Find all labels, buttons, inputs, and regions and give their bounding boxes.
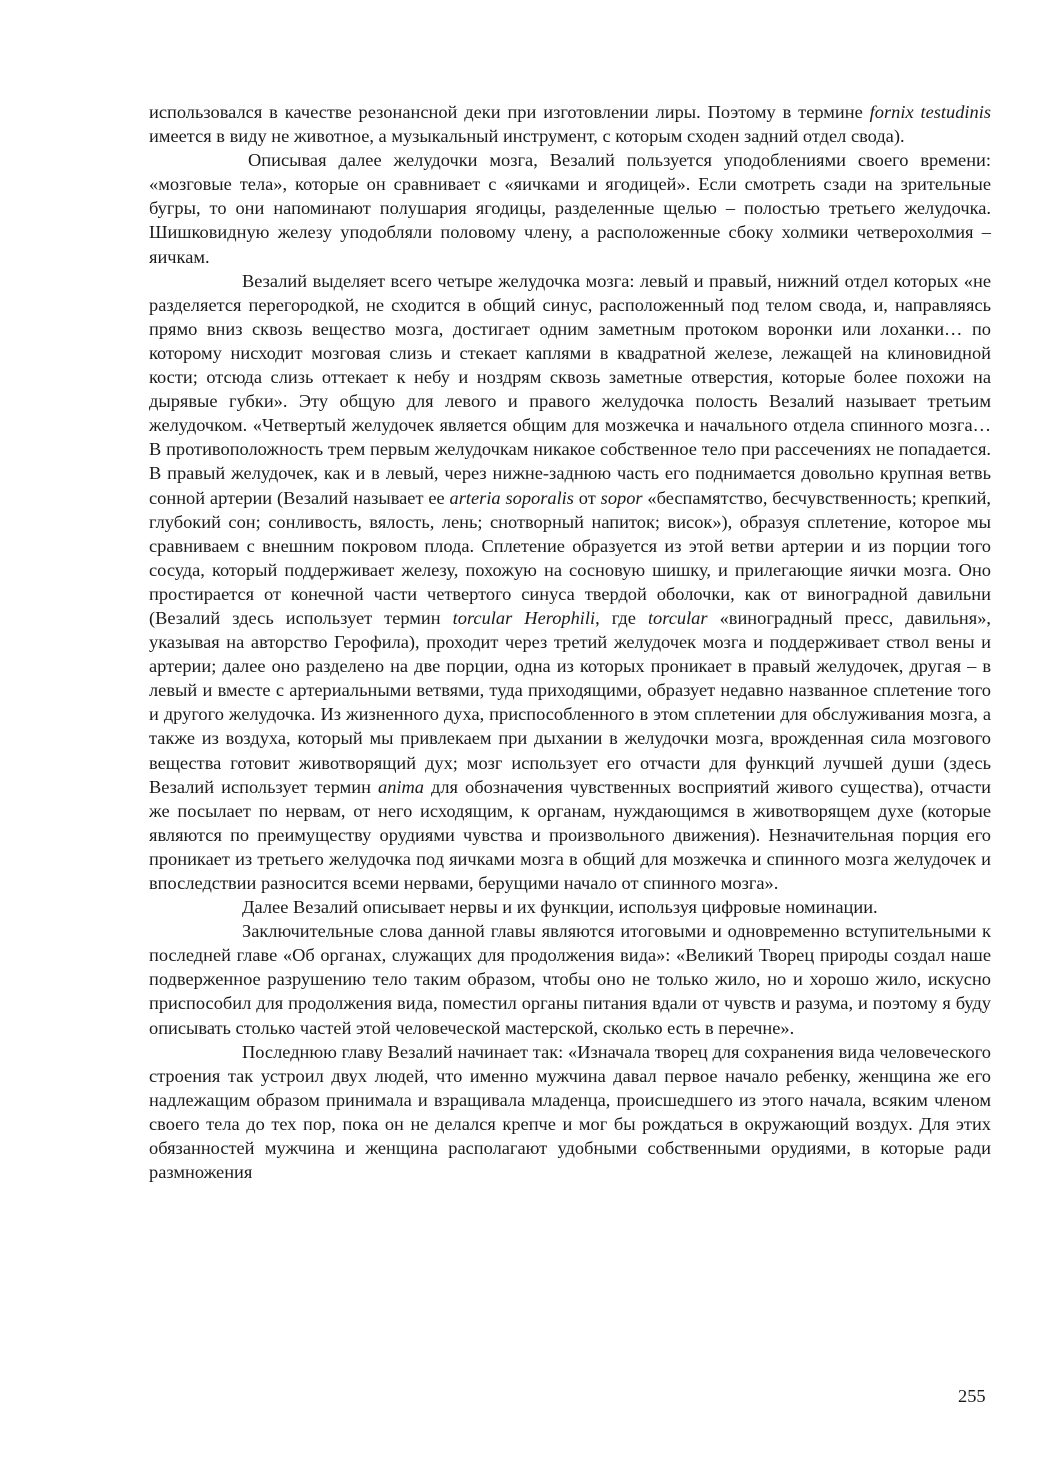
text-run: Далее Везалий описывает нервы и их функции, используя цифровые номинации. bbox=[242, 897, 878, 918]
italic-term: anima bbox=[378, 776, 424, 797]
text-run: Везалий выделяет всего четыре желудочка мозга: левый и правый, нижний отдел которых «не разделяется перегородкой, не сходится в общий синус, расположенный под телом свода, и, направляясь прямо вниз сквозь вещество мозга, достигает одним заметным протоком воронки или лоханки… по которому нисходит мозговая слизь и стекает каплями в квадратной железе, лежащей на клиновидной кости; отсюда слизь оттекает к небу и ноздрям сквозь заметные отверстия, которые более похожи на дырявые губки». Эту общую для левого и правого желудочка полость Везалий называет третьим желудочком. «Четвертый желудочек является общим для мозжечка и начального отдела спинного мозга… В противоположность трем первым желудочкам никакое собственное тело при рассечениях не попадается. В правый желудочек, как и в левый, через нижне-заднюю часть его поднимается довольно крупная ветвь сонной артерии (Везалий называет ее bbox=[149, 270, 991, 508]
text-run: , где bbox=[595, 607, 648, 628]
text-run: Описывая далее желудочки мозга, Везалий пользуется уподоблениями своего времени: «мозговые тела», которые он сравнивает с «яичками и ягодицей». Если смотреть сзади на зрительные бугры, то они напоминают полушария ягодицы, разделенные щелью – полостью третьего желудочка. Шишковидную железу уподобляли половому члену, а расположенные сбоку холмики четверохолмия – яичкам. bbox=[149, 150, 991, 267]
italic-term: fornix testudinis bbox=[869, 102, 991, 122]
body-text bbox=[149, 100, 991, 1184]
paragraph-ventricles-similes bbox=[149, 148, 991, 268]
paragraph-continuation bbox=[149, 100, 991, 148]
text-run: имеется в виду не животное, а музыкальный инструмент, с которым сходен задний отдел свода). bbox=[149, 126, 905, 147]
paragraph-nerves bbox=[149, 895, 991, 919]
text-run: использовался в качестве резонансной деки при изготовлении лиры. Поэтому в термине bbox=[149, 102, 870, 122]
page-number: 255 bbox=[958, 1386, 986, 1406]
text-run: «виноградный пресс, давильня», указывая на авторство Герофила), проходит через третий желудочек мозга и поддерживает ствол вены и артерии; далее оно разделено на две порции, одна из которых проникает в правый желудочек, другая – в левый и вместе с артериальными ветвями, туда приходящими, образует недавно названное сплетение того и другого желудочка. Из жизненного духа, приспособленного в этом сплетении для обслуживания мозга, а также из воздуха, который мы привлекаем при дыхании в желудочки мозга, врожденная сила мозгового вещества готовит животворящий дух; мозг использует его отчасти для функций лучшей души (здесь Везалий использует термин bbox=[149, 607, 991, 797]
text-run: от bbox=[573, 487, 601, 508]
text-run: Последнюю главу Везалий начинает так: «Изначала творец для сохранения вида человеческого строения так устроил двух людей, что именно мужчина давал первое начало ребенку, женщина же его надлежащим образом принимала и взращивала младенца, происшедшего из этого начала, всяким членом своего тела до тех пор, пока он не делался крепче и мог бы рождаться в окружающий воздух. Для этих обязанностей мужчина и женщина располагают удобными собственными орудиями, в которые ради размножения bbox=[149, 1041, 991, 1183]
text-run: Заключительные слова данной главы являются итоговыми и одновременно вступительными к последней главе «Об органах, служащих для продолжения вида»: «Великий Творец природы создал наше подверженное разрушению тело таким образом, чтобы оно не только жило, но и хорошо жило, искусно приспособил для продолжения вида, поместил органы питания вдали от чувств и разума, и поэтому я буду описывать столько частей этой человеческой мастерской, сколько есть в перечне». bbox=[149, 921, 991, 1038]
paragraph-four-ventricles bbox=[149, 269, 991, 895]
paragraph-last-chapter bbox=[149, 1040, 991, 1185]
italic-term: sopor bbox=[600, 487, 643, 508]
italic-term: arteria soporalis bbox=[449, 487, 574, 508]
text-run: для обозначения чувственных восприятий живого существа), отчасти же посылает по нервам, от него исходящим, к органам, нуждающимся в животворящем духе (которые являются по преимуществу орудиями чувства и произвольного движения). Незначительная порция его проникает из третьего желудочка под яичками мозга в общий для мозжечка и спинного мозга желудочек и впоследствии разносится всеми нервами, берущими начало от спинного мозга». bbox=[149, 776, 991, 893]
paragraph-concluding-words bbox=[149, 919, 991, 1039]
italic-term: torcular Herophili bbox=[452, 607, 596, 628]
italic-term: torcular bbox=[647, 607, 708, 628]
text-run: «беспамятство, бесчувственность; крепкий, глубокий сон; сонливость, вялость, лень; снотворный напиток; висок»), образуя сплетение, которое мы сравниваем с внешним покровом плода. Сплетение образуется из этой ветви артерии и из порции того сосуда, который поддерживает железу, похожую на сосновую шишку, и прилегающие яички мозга. Оно простирается от конечной части четвертого синуса твердой оболочки, как от виноградной давильни (Везалий здесь использует термин bbox=[149, 487, 992, 628]
